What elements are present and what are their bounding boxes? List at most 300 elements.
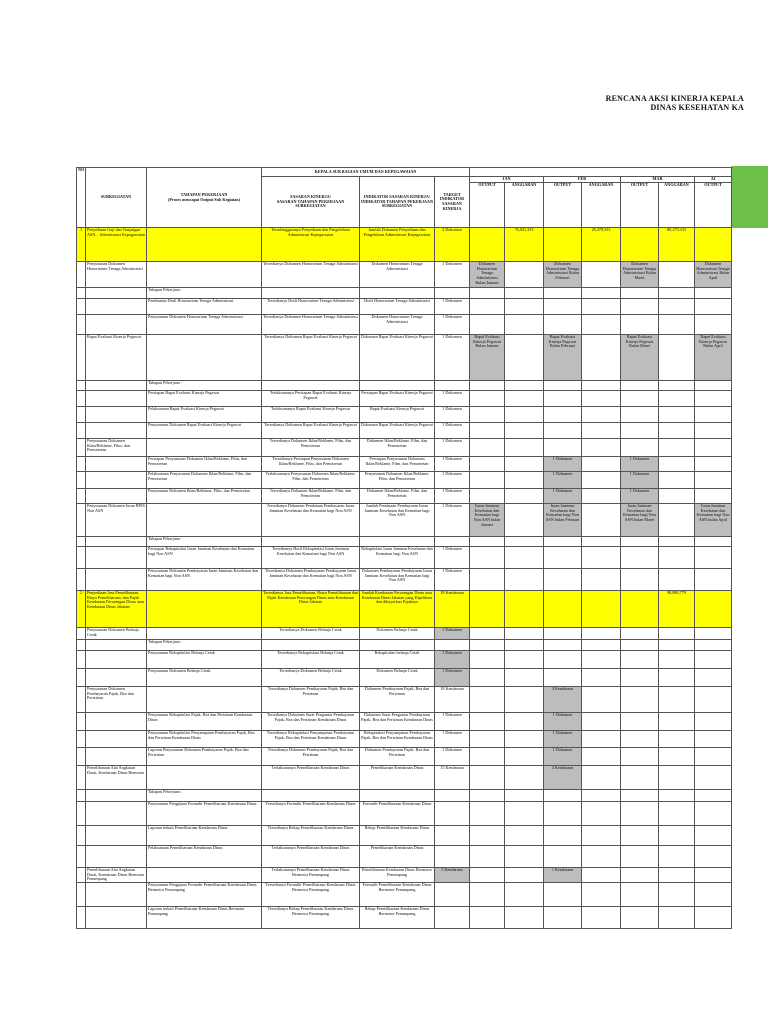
- mar-anggaran-cell: [659, 713, 695, 731]
- mar-anggaran-cell: [659, 802, 695, 826]
- mar-output-cell: 1 Dokumen: [621, 457, 659, 472]
- indikator-cell: Jumlah Kendaraan Perorangan Dinas atau Kendaraan Dinas Jabatan yang Dipelihara dan dibayarkan Pajaknya: [360, 591, 435, 628]
- subkegiatan-cell: [86, 651, 147, 669]
- apr-output-cell: [695, 846, 732, 868]
- tahapan-cell: [147, 591, 262, 628]
- mar-output-cell: [621, 651, 659, 669]
- jan-anggaran-cell: [505, 640, 544, 651]
- row-no-cell: [77, 846, 86, 868]
- feb-output-cell: [544, 228, 582, 262]
- header-output: OUTPUT: [470, 183, 505, 228]
- table-row: [77, 766, 732, 790]
- subkegiatan-cell: Penyusunan Dokumen Iuran BPJS Non ASN: [86, 504, 147, 537]
- feb-anggaran-cell: [582, 423, 621, 439]
- mar-anggaran-cell: [659, 472, 695, 489]
- feb-anggaran-cell: [582, 299, 621, 315]
- jan-anggaran-cell: [505, 439, 544, 457]
- tahapan-cell: Pelaksanaan Penyusunan Dokumen Iklan/Reklame, Film, dan Pemotretan: [147, 472, 262, 489]
- feb-anggaran-cell: [582, 381, 621, 391]
- sasaran-cell: Tersedianya Dokumen Pembayaran Pajak, Bea dan Perizinan: [262, 748, 360, 766]
- row-no-cell: [77, 299, 86, 315]
- feb-output-cell: [544, 883, 582, 907]
- sasaran-cell: Terselenggaranya Penyediaan dan Pengelolaan Administrasi Kepegawaian: [262, 228, 360, 262]
- subkegiatan-cell: [86, 713, 147, 731]
- jan-output-cell: [470, 802, 505, 826]
- target-cell: 5 Kendaraan: [435, 868, 470, 883]
- table-row: [77, 391, 732, 407]
- apr-output-cell: [695, 457, 732, 472]
- subkegiatan-cell: Penyusunan Dokumen Honorarium Tenaga Administrasi: [86, 262, 147, 288]
- mar-anggaran-cell: [659, 731, 695, 748]
- row-no-cell: [77, 651, 86, 669]
- jan-anggaran-cell: [505, 315, 544, 335]
- feb-output-cell: [544, 299, 582, 315]
- table-row: [77, 457, 732, 472]
- subkegiatan-cell: [86, 883, 147, 907]
- feb-anggaran-cell: [582, 262, 621, 288]
- jan-anggaran-cell: [505, 504, 544, 537]
- tahapan-cell: Penyusunan Dokumen Belanja Cetak: [147, 669, 262, 687]
- apr-output-cell: [695, 547, 732, 569]
- indikator-cell: Rekap Pemeliharaan Kendaraan Dinas Bermotor Penumpang: [360, 907, 435, 929]
- feb-output-cell: [544, 907, 582, 929]
- subkegiatan-cell: [86, 537, 147, 547]
- jan-output-cell: [470, 713, 505, 731]
- feb-output-cell: [544, 826, 582, 846]
- table-row: [77, 883, 732, 907]
- mar-anggaran-cell: [659, 687, 695, 713]
- target-cell: 1 Dokumen: [435, 651, 470, 669]
- row-no-cell: [77, 537, 86, 547]
- jan-anggaran-cell: [505, 262, 544, 288]
- indikator-cell: [360, 790, 435, 802]
- jan-output-cell: [470, 457, 505, 472]
- feb-anggaran-cell: [582, 687, 621, 713]
- sasaran-cell: [262, 537, 360, 547]
- sasaran-cell: Tersedianya Persiapan Penyusunan Dokumen Iklan/Reklame, Film, dan Pemotretan: [262, 457, 360, 472]
- sasaran-cell: Tersedianya Jasa Pemeliharaan, Biaya Pemeliharaan dan Pajak Kendaraan Perorangan Dinas atau Kendaraan Dinas Jabatan: [262, 591, 360, 628]
- mar-output-cell: [621, 407, 659, 423]
- target-cell: 4 Dokumen: [435, 228, 470, 262]
- subkegiatan-cell: [86, 731, 147, 748]
- target-cell: [435, 802, 470, 826]
- mar-output-cell: [621, 423, 659, 439]
- table-row: [77, 731, 732, 748]
- indikator-cell: Pemeliharaan Kendaraan Dinas: [360, 846, 435, 868]
- tahapan-cell: Laporan Penyusunan Dokumen Pembayaran Pajak, Bea dan Perizinan: [147, 748, 262, 766]
- table-row: [77, 907, 732, 929]
- target-cell: 15 Kendaraan: [435, 766, 470, 790]
- indikator-cell: Dokumen Rapat Evaluasi Kinerja Pegawai: [360, 335, 435, 381]
- sasaran-cell: Tersedianya Dokumen Pembayaran Pembayaran Iuran Jaminan Kesehatan dan Kematian bagi Non ASN: [262, 569, 360, 591]
- mar-anggaran-cell: [659, 391, 695, 407]
- indikator-cell: Dokumen Pembayaran Pajak, Bea dan Perizinan: [360, 687, 435, 713]
- jan-output-cell: [470, 748, 505, 766]
- target-cell: [435, 907, 470, 929]
- header-feb: FEB: [544, 177, 621, 183]
- jan-anggaran-cell: [505, 591, 544, 628]
- jan-anggaran-cell: [505, 391, 544, 407]
- header-sasaran: SASARAN KINERJA/ SASARAN TAHAPAN PEKERJAAN SUBKEGIATAN: [262, 177, 360, 228]
- indikator-cell: Dokumen Honorarium Tenaga Administrasi: [360, 262, 435, 288]
- row-no-cell: [77, 748, 86, 766]
- feb-output-cell: [544, 391, 582, 407]
- table-body: [77, 228, 732, 929]
- jan-output-cell: [470, 315, 505, 335]
- table-row: [77, 472, 732, 489]
- table-row: [77, 262, 732, 288]
- target-cell: [435, 790, 470, 802]
- table-row: [77, 591, 732, 628]
- mar-anggaran-cell: [659, 335, 695, 381]
- mar-output-cell: [621, 547, 659, 569]
- row-no-cell: [77, 472, 86, 489]
- apr-output-cell: [695, 423, 732, 439]
- jan-anggaran-cell: [505, 423, 544, 439]
- row-no-cell: [77, 407, 86, 423]
- sasaran-cell: Terlaksananya Rapat Evaluasi Kinerja Pegawai: [262, 407, 360, 423]
- feb-output-cell: [544, 640, 582, 651]
- apr-output-cell: [695, 439, 732, 457]
- header-output: OUTPUT: [621, 183, 659, 228]
- target-cell: 1 Dokumen: [435, 628, 470, 640]
- jan-output-cell: [470, 846, 505, 868]
- subkegiatan-cell: Pemeliharaan Alat Angkutan Darat, Kendaraan Dinas Bermotor: [86, 766, 147, 790]
- apr-output-cell: [695, 315, 732, 335]
- subkegiatan-cell: Penyusunan Dokumen Iklan/Reklame, Film, dan Pemotretan: [86, 439, 147, 457]
- subkegiatan-cell: [86, 640, 147, 651]
- mar-anggaran-cell: [659, 766, 695, 790]
- apr-output-cell: [695, 802, 732, 826]
- target-cell: 1 Dokumen: [435, 457, 470, 472]
- sheet-edge-tab: [731, 166, 768, 228]
- mar-output-cell: [621, 826, 659, 846]
- mar-anggaran-cell: [659, 640, 695, 651]
- jan-anggaran-cell: [505, 883, 544, 907]
- jan-anggaran-cell: [505, 687, 544, 713]
- jan-anggaran-cell: [505, 569, 544, 591]
- jan-anggaran-cell: [505, 381, 544, 391]
- feb-anggaran-cell: [582, 504, 621, 537]
- indikator-cell: Formulir Pemeliharaan Kendaraan Dinas: [360, 802, 435, 826]
- header-jan: JAN: [470, 177, 544, 183]
- sasaran-cell: Terlaksananya Pemeliharaan Kendaraan Dinas: [262, 766, 360, 790]
- row-no-cell: [77, 391, 86, 407]
- table-row: [77, 569, 732, 591]
- indikator-cell: Rekapitulasi Iuran Jaminan Kesehatan dan Kematian bagi Non ASN: [360, 547, 435, 569]
- jan-output-cell: [470, 407, 505, 423]
- subkegiatan-cell: [86, 569, 147, 591]
- target-cell: [435, 883, 470, 907]
- mar-output-cell: [621, 766, 659, 790]
- indikator-cell: Jumlah Pendataan Pembayaran Iuran Jaminan Kesehatan dan Kematian bagi Non ASN: [360, 504, 435, 537]
- mar-output-cell: [621, 687, 659, 713]
- feb-anggaran-cell: [582, 640, 621, 651]
- row-no-cell: [77, 766, 86, 790]
- sasaran-cell: Tersedianya Rekapitulasi Penyampaian Pembayaran Pajak, Bea dan Perizinan Kendaraan Dinas: [262, 731, 360, 748]
- jan-output-cell: [470, 628, 505, 640]
- jan-anggaran-cell: [505, 713, 544, 731]
- apr-output-cell: [695, 640, 732, 651]
- feb-output-cell: 1 Dokumen: [544, 489, 582, 504]
- header-kepala: KEPALA SUB BAGIAN UMUM DAN KEPEGAWAIAN: [262, 168, 470, 177]
- table-row: [77, 687, 732, 713]
- sasaran-cell: Tersedianya Dokumen Belanja Cetak: [262, 628, 360, 640]
- subkegiatan-cell: [86, 299, 147, 315]
- jan-output-cell: [470, 826, 505, 846]
- table-row: [77, 315, 732, 335]
- target-cell: 1 Dokumen: [435, 748, 470, 766]
- indikator-cell: [360, 288, 435, 299]
- header-target: TARGET INDIKATOR SASARAN KINERJA: [435, 177, 470, 228]
- header-apr: AI: [695, 177, 732, 183]
- row-no-cell: [77, 381, 86, 391]
- sasaran-cell: Terlaksananya Penyusunan Dokumen Iklan/Reklame, Film, dan Pemotretan: [262, 472, 360, 489]
- table-row: [77, 288, 732, 299]
- jan-anggaran-cell: [505, 537, 544, 547]
- feb-output-cell: 4 Kendaraan: [544, 766, 582, 790]
- mar-output-cell: [621, 315, 659, 335]
- jan-anggaran-cell: [505, 288, 544, 299]
- feb-anggaran-cell: [582, 790, 621, 802]
- subkegiatan-cell: [86, 826, 147, 846]
- mar-anggaran-cell: [659, 669, 695, 687]
- apr-output-cell: [695, 569, 732, 591]
- mar-anggaran-cell: [659, 790, 695, 802]
- jan-anggaran-cell: [505, 669, 544, 687]
- subkegiatan-cell: [86, 381, 147, 391]
- apr-output-cell: [695, 591, 732, 628]
- indikator-cell: [360, 381, 435, 391]
- sasaran-cell: Tersedianya Dokumen Honorarium Tenaga Administrasi: [262, 315, 360, 335]
- apr-output-cell: [695, 299, 732, 315]
- jan-output-cell: [470, 651, 505, 669]
- sasaran-cell: Tersedianya Hasil Rekapitulasi Iuran Jaminan Kesehatan dan Kematian bagi Non ASN: [262, 547, 360, 569]
- jan-output-cell: [470, 868, 505, 883]
- header-anggaran: ANGGARAN: [659, 183, 695, 228]
- mar-anggaran-cell: [659, 547, 695, 569]
- apr-output-cell: [695, 537, 732, 547]
- sasaran-cell: Terlaksananya Pemeliharaan Kendaraan Dinas: [262, 846, 360, 868]
- target-cell: [435, 640, 470, 651]
- row-no-cell: [77, 790, 86, 802]
- target-cell: 1 Dokumen: [435, 439, 470, 457]
- subkegiatan-cell: Rapat Evaluasi Kinerja Pegawai: [86, 335, 147, 381]
- row-no-cell: [77, 731, 86, 748]
- subkegiatan-cell: Pemeliharaan Alat Angkutan Darat, Kendaraan Dinas Bermotor Penumpang: [86, 868, 147, 883]
- jan-anggaran-cell: [505, 846, 544, 868]
- mar-anggaran-cell: [659, 883, 695, 907]
- mar-anggaran-cell: [659, 457, 695, 472]
- mar-output-cell: [621, 537, 659, 547]
- target-cell: 1 Dokumen: [435, 489, 470, 504]
- tahapan-cell: Penyusunan Dokumen Iklan/Reklame, Film, dan Pemotretan: [147, 489, 262, 504]
- feb-anggaran-cell: [582, 407, 621, 423]
- feb-output-cell: 1 Dokumen: [544, 713, 582, 731]
- apr-output-cell: [695, 713, 732, 731]
- feb-anggaran-cell: [582, 868, 621, 883]
- mar-output-cell: Rapat Evaluasi Kinerja Pegawai Bulan Maret: [621, 335, 659, 381]
- jan-anggaran-cell: [505, 472, 544, 489]
- mar-output-cell: [621, 381, 659, 391]
- feb-anggaran-cell: [582, 802, 621, 826]
- subkegiatan-cell: [86, 907, 147, 929]
- feb-anggaran-cell: [582, 591, 621, 628]
- header-anggaran: ANGGARAN: [582, 183, 621, 228]
- tahapan-cell: Penyusunan Pengajuan Formulir Pemeliharaan Kendaraan Dinas Bermotor Penumpang: [147, 883, 262, 907]
- table-row: [77, 748, 732, 766]
- indikator-cell: Dokumen Rapat Evaluasi Kinerja Pegawai: [360, 423, 435, 439]
- feb-output-cell: 1 Dokumen: [544, 748, 582, 766]
- row-no-cell: [77, 439, 86, 457]
- sasaran-cell: Tersedianya Dokumen Iklan/Reklame, Film, dan Pemotretan: [262, 489, 360, 504]
- jan-anggaran-cell: [505, 907, 544, 929]
- mar-output-cell: [621, 288, 659, 299]
- row-no-cell: [77, 504, 86, 537]
- feb-anggaran-cell: [582, 713, 621, 731]
- indikator-cell: Dokumen Honorarium Tenaga Administrasi: [360, 315, 435, 335]
- target-cell: 1 Dokumen: [435, 299, 470, 315]
- indikator-cell: Jumlah Dokumen Penyediaan dan Pengelolaan Administrasi Kepegawaian: [360, 228, 435, 262]
- apr-output-cell: Iuran Jaminan Kesehatan dan Kematian bagi Non ASN bulan April: [695, 504, 732, 537]
- table-row: [77, 802, 732, 826]
- jan-output-cell: Iuran Jaminan Kesehatan dan Kematian bagi Non ASN bulan Januari: [470, 504, 505, 537]
- feb-anggaran-cell: [582, 457, 621, 472]
- jan-anggaran-cell: [505, 748, 544, 766]
- mar-output-cell: [621, 713, 659, 731]
- jan-output-cell: Rapat Evaluasi Kinerja Pegawai Bulan Januari: [470, 335, 505, 381]
- header-anggaran: ANGGARAN: [505, 183, 544, 228]
- jan-output-cell: [470, 391, 505, 407]
- tahapan-cell: Penyusunan Dokumen Rapat Evaluasi Kinerja Pegawai: [147, 423, 262, 439]
- table-row: [77, 537, 732, 547]
- jan-output-cell: [470, 731, 505, 748]
- jan-anggaran-cell: 76,941,333: [505, 228, 544, 262]
- mar-anggaran-cell: [659, 299, 695, 315]
- target-cell: 1 Dokumen: [435, 569, 470, 591]
- row-no-cell: [77, 802, 86, 826]
- jan-anggaran-cell: [505, 826, 544, 846]
- tahapan-cell: Pelaksanaan Rapat Evaluasi Kinerja Pegawai: [147, 407, 262, 423]
- sasaran-cell: Tersedianya Draft Honorarium Tenaga Administrasi: [262, 299, 360, 315]
- target-cell: 1 Dokumen: [435, 315, 470, 335]
- target-cell: 18 Kendaraan: [435, 591, 470, 628]
- subkegiatan-cell: Penyediaan Gaji dan Tunjangan ASN... Administrasi Kepegawaian: [86, 228, 147, 262]
- row-no-cell: [77, 907, 86, 929]
- indikator-cell: Pemeliharaan Kendaraan Dinas: [360, 766, 435, 790]
- apr-output-cell: [695, 748, 732, 766]
- document-title-line2: DINAS KESEHATAN KA: [650, 103, 744, 112]
- tahapan-cell: Persiapan Rapat Evaluasi Kinerja Pegawai: [147, 391, 262, 407]
- target-cell: 1 Dokumen: [435, 547, 470, 569]
- apr-output-cell: [695, 766, 732, 790]
- jan-output-cell: [470, 537, 505, 547]
- row-no-cell: [77, 288, 86, 299]
- feb-anggaran-cell: 29,478,333: [582, 228, 621, 262]
- tahapan-cell: [147, 628, 262, 640]
- feb-anggaran-cell: [582, 547, 621, 569]
- table-row: [77, 713, 732, 731]
- mar-anggaran-cell: 80,279,333: [659, 228, 695, 262]
- sasaran-cell: Tersedianya Dokumen Iklan/Reklame, Film, dan Pemotretan: [262, 439, 360, 457]
- table-row: [77, 504, 732, 537]
- table-row: [77, 489, 732, 504]
- indikator-cell: Penyusunan Dokumen Iklan/Reklame, Film, dan Pemotretan: [360, 472, 435, 489]
- mar-output-cell: [621, 299, 659, 315]
- row-no-cell: [77, 547, 86, 569]
- mar-output-cell: [621, 748, 659, 766]
- row-no-cell: [77, 868, 86, 883]
- subkegiatan-cell: [86, 790, 147, 802]
- jan-anggaran-cell: [505, 790, 544, 802]
- mar-output-cell: [621, 669, 659, 687]
- sasaran-cell: Tersedianya Dokumen Pendataan Pembayaran Iuran Jaminan Kesehatan dan Kematian bagi Non ASN: [262, 504, 360, 537]
- apr-output-cell: [695, 907, 732, 929]
- jan-output-cell: [470, 472, 505, 489]
- mar-output-cell: Dokumen Honorarium Tenaga Administrasi Bulan Maret: [621, 262, 659, 288]
- feb-anggaran-cell: [582, 669, 621, 687]
- mar-anggaran-cell: [659, 907, 695, 929]
- mar-output-cell: Iuran Jaminan Kesehatan dan Kematian bagi Non ASN bulan Maret: [621, 504, 659, 537]
- mar-anggaran-cell: [659, 288, 695, 299]
- jan-output-cell: [470, 766, 505, 790]
- jan-anggaran-cell: [505, 868, 544, 883]
- jan-anggaran-cell: [505, 407, 544, 423]
- subkegiatan-cell: Penyusunan Dokumen Belanja Cetak: [86, 628, 147, 640]
- jan-output-cell: [470, 640, 505, 651]
- feb-output-cell: [544, 669, 582, 687]
- indikator-cell: Dokumen Pembayaran Pajak, Bea dan Perizinan: [360, 748, 435, 766]
- tahapan-cell: Laporan terkait Pemeliharaan Kendaraan Dinas: [147, 826, 262, 846]
- feb-anggaran-cell: [582, 288, 621, 299]
- sasaran-cell: Tersedianya Dokumen Belanja Cetak: [262, 669, 360, 687]
- target-cell: 1 Dokumen: [435, 391, 470, 407]
- table-row: [77, 423, 732, 439]
- jan-output-cell: [470, 288, 505, 299]
- sasaran-cell: [262, 640, 360, 651]
- indikator-cell: Dokumen Belanja Cetak: [360, 628, 435, 640]
- mar-output-cell: [621, 591, 659, 628]
- row-no-cell: [77, 489, 86, 504]
- apr-output-cell: Rapat Evaluasi Kinerja Pegawai Bulan April: [695, 335, 732, 381]
- tahapan-cell: [147, 504, 262, 537]
- target-cell: 1 Dokumen: [435, 472, 470, 489]
- row-no-cell: [77, 687, 86, 713]
- jan-anggaran-cell: [505, 335, 544, 381]
- tahapan-cell: Pelaksanaan Pemeliharaan Kendaraan Dinas: [147, 846, 262, 868]
- mar-anggaran-cell: [659, 262, 695, 288]
- sasaran-cell: Tersedianya Formulir Pemeliharaan Kendaraan Dinas Bermotor Penumpang: [262, 883, 360, 907]
- apr-output-cell: [695, 391, 732, 407]
- jan-anggaran-cell: [505, 547, 544, 569]
- mar-anggaran-cell: [659, 868, 695, 883]
- tahapan-cell: Penyusunan Dokumen Pembayaran Iuran Jaminan Kesehatan dan Kematian bagi Non ASN: [147, 569, 262, 591]
- tahapan-cell: [147, 262, 262, 288]
- feb-anggaran-cell: [582, 766, 621, 790]
- target-cell: 18 Kendaraan: [435, 687, 470, 713]
- jan-output-cell: [470, 591, 505, 628]
- mar-output-cell: [621, 790, 659, 802]
- target-cell: [435, 288, 470, 299]
- tahapan-cell: [147, 439, 262, 457]
- feb-anggaran-cell: [582, 846, 621, 868]
- sasaran-cell: Terlaksananya Persiapan Rapat Evaluasi Kinerja Pegawai: [262, 391, 360, 407]
- tahapan-cell: [147, 868, 262, 883]
- tahapan-cell: Tahapan Pekerjaan :: [147, 790, 262, 802]
- apr-output-cell: [695, 826, 732, 846]
- row-no-cell: [77, 669, 86, 687]
- jan-output-cell: [470, 423, 505, 439]
